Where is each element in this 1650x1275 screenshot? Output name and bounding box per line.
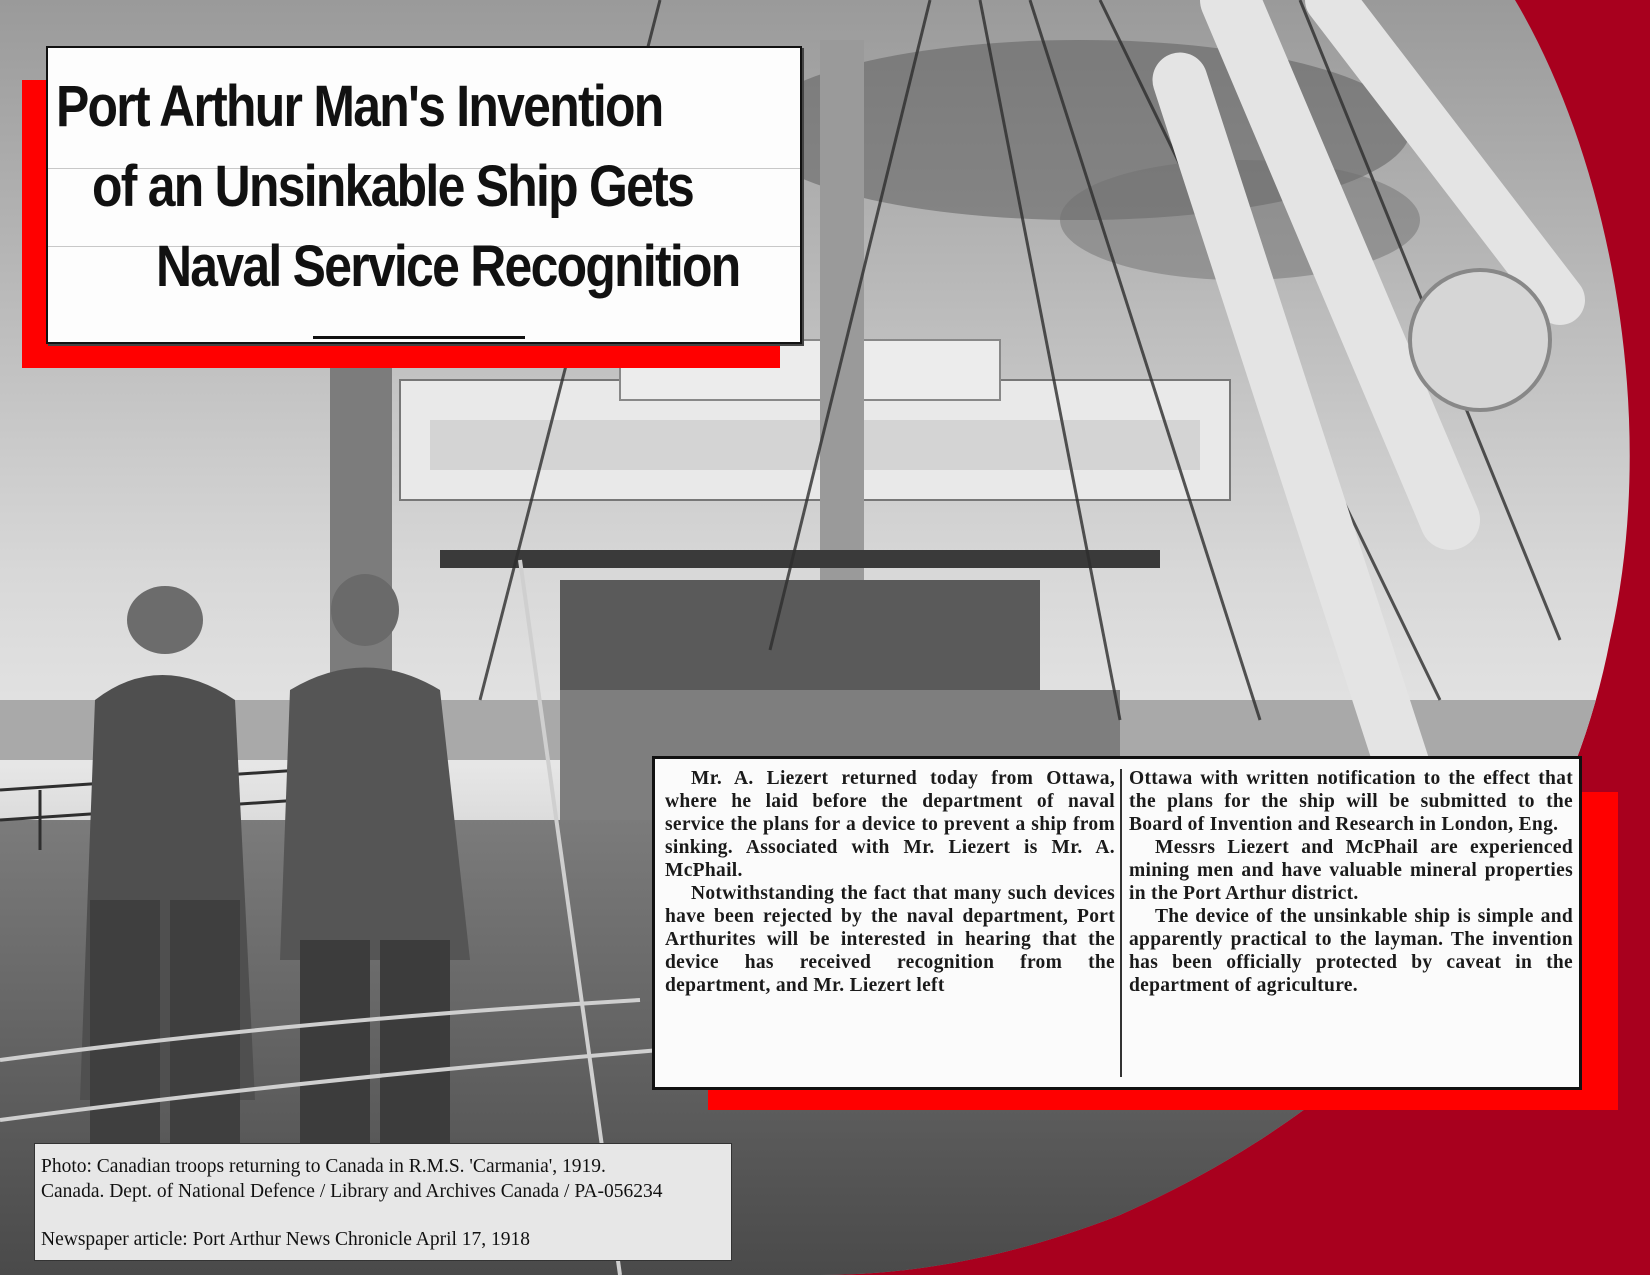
- photo-credit-line-1: Photo: Canadian troops returning to Canada in R.M.S. 'Carmania', 1919.: [41, 1156, 606, 1177]
- headline-line-2: of an Unsinkable Ship Gets: [92, 154, 694, 219]
- headline-line-3: Naval Service Recognition: [156, 234, 740, 299]
- article-credit-line: Newspaper article: Port Arthur News Chronicle April 17, 1918: [41, 1229, 531, 1250]
- headline-line-1: Port Arthur Man's Invention: [56, 74, 663, 139]
- article-paragraph: Ottawa with written notification to the effect that the plans for the ship will be submitted to the Board of Invention and Research in London, Eng.: [1129, 768, 1573, 835]
- headline-underline: [313, 336, 525, 339]
- article-paragraph: Mr. A. Liezert returned today from Ottawa, where he laid before the department of naval service the plans for a device to prevent a ship from sinking. Associated with Mr. Liezert is Mr. A. McPhail.: [665, 768, 1115, 881]
- article-paragraph: Notwithstanding the fact that many such devices have been rejected by the naval department, Port Arthurites will be interested in hearing that the device has received recognition from the department, and Mr. Liezert left: [665, 883, 1115, 996]
- article-column-right: [1129, 767, 1573, 997]
- source-caption: [34, 1143, 732, 1261]
- column-divider: [1120, 769, 1122, 1077]
- article-paragraph: The device of the unsinkable ship is simple and apparently practical to the layman. The invention has been officially protected by caveat in the department of agriculture.: [1129, 906, 1573, 996]
- photo-credit-line-2: Canada. Dept. of National Defence / Library and Archives Canada / PA-056234: [41, 1181, 663, 1202]
- article-clipping: [652, 756, 1582, 1090]
- article-paragraph: Messrs Liezert and McPhail are experienced mining men and have valuable mineral properties in the Port Arthur district.: [1129, 837, 1573, 904]
- article-column-left: [665, 767, 1115, 997]
- headline-clipping: [46, 46, 802, 344]
